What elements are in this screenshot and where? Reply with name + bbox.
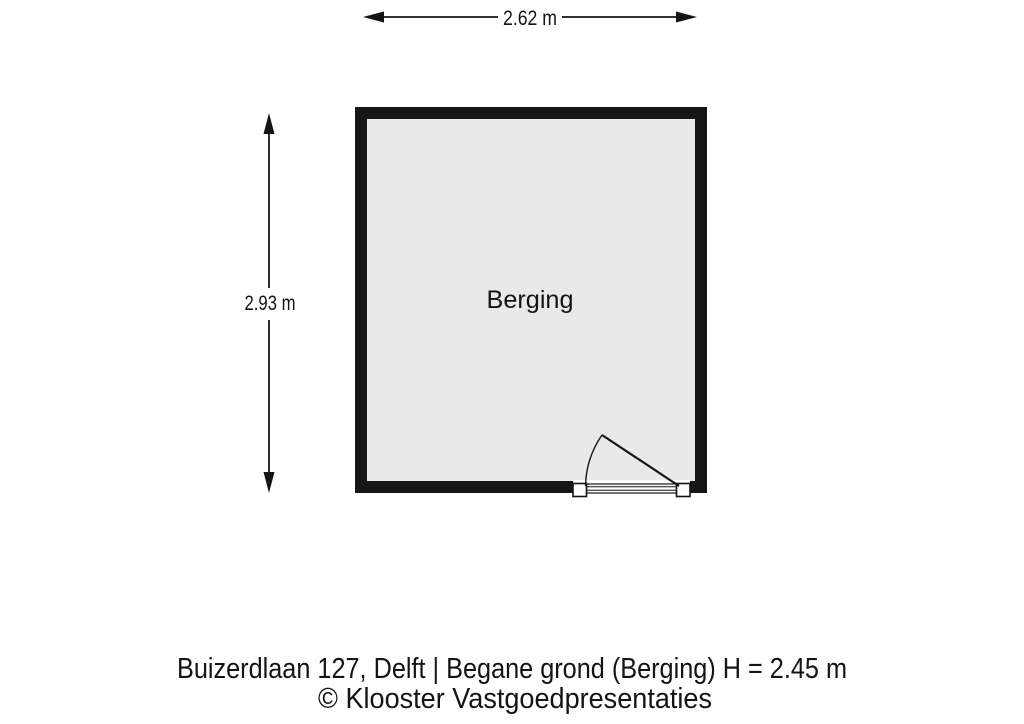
- width-dimension-label: 2.62 m: [503, 7, 557, 30]
- footer-address: Buizerdlaan 127, Delft | Begane grond (Berging) H = 2.45 m: [177, 653, 847, 685]
- room-label: Berging: [486, 286, 574, 314]
- arrowhead-down-icon: [264, 472, 275, 493]
- top-dimension-arrow: [363, 7, 697, 30]
- arrowhead-right-icon: [676, 12, 697, 23]
- door-sill: [587, 484, 677, 493]
- room-berging: [355, 107, 707, 493]
- footer-copyright: © Klooster Vastgoedpresentaties: [318, 683, 712, 715]
- arrowhead-up-icon: [264, 113, 275, 134]
- footer: [177, 653, 847, 715]
- height-dimension-label: 2.93 m: [244, 292, 296, 315]
- left-dimension-arrow: [245, 113, 296, 493]
- arrowhead-left-icon: [363, 12, 384, 23]
- door-jamb-left: [573, 484, 587, 497]
